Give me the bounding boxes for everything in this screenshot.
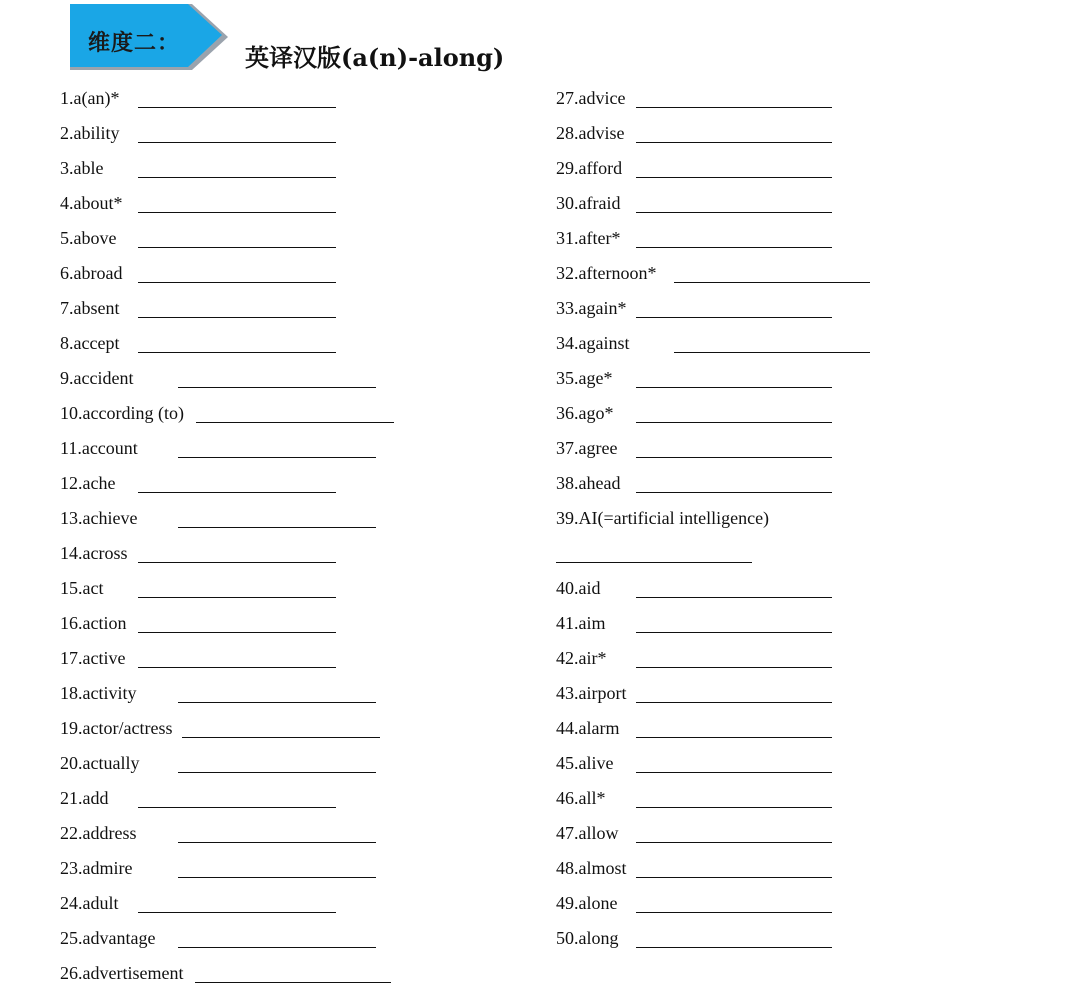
answer-blank[interactable] bbox=[636, 492, 832, 493]
answer-blank[interactable] bbox=[636, 807, 832, 808]
answer-blank[interactable] bbox=[636, 457, 832, 458]
answer-blank[interactable] bbox=[636, 877, 832, 878]
word-label: 11.account bbox=[60, 438, 138, 458]
answer-blank[interactable] bbox=[636, 947, 832, 948]
word-label: 21.add bbox=[60, 788, 109, 808]
word-label: 16.action bbox=[60, 613, 127, 633]
word-label: 34.against bbox=[556, 333, 630, 353]
answer-blank[interactable] bbox=[138, 177, 336, 178]
section-badge bbox=[70, 4, 230, 70]
answer-blank[interactable] bbox=[178, 702, 376, 703]
word-label: 43.airport bbox=[556, 683, 627, 703]
answer-blank[interactable] bbox=[178, 877, 376, 878]
answer-blank[interactable] bbox=[636, 212, 832, 213]
answer-blank[interactable] bbox=[674, 352, 870, 353]
answer-blank[interactable] bbox=[138, 107, 336, 108]
answer-blank[interactable] bbox=[636, 317, 832, 318]
answer-blank[interactable] bbox=[138, 247, 336, 248]
word-label: 4.about* bbox=[60, 193, 123, 213]
answer-blank[interactable] bbox=[138, 492, 336, 493]
answer-blank[interactable] bbox=[636, 912, 832, 913]
answer-blank[interactable] bbox=[636, 177, 832, 178]
word-label: 9.accident bbox=[60, 368, 134, 388]
word-label: 6.abroad bbox=[60, 263, 123, 283]
word-label: 42.air* bbox=[556, 648, 607, 668]
answer-blank[interactable] bbox=[636, 772, 832, 773]
answer-blank[interactable] bbox=[636, 667, 832, 668]
answer-blank[interactable] bbox=[138, 142, 336, 143]
word-label: 36.ago* bbox=[556, 403, 614, 423]
word-label: 48.almost bbox=[556, 858, 627, 878]
answer-blank[interactable] bbox=[138, 317, 336, 318]
word-label: 32.afternoon* bbox=[556, 263, 657, 283]
word-label: 13.achieve bbox=[60, 508, 138, 528]
word-label: 8.accept bbox=[60, 333, 120, 353]
word-label: 33.again* bbox=[556, 298, 627, 318]
answer-blank[interactable] bbox=[138, 912, 336, 913]
word-label: 25.advantage bbox=[60, 928, 156, 948]
answer-blank[interactable] bbox=[674, 282, 870, 283]
answer-blank[interactable] bbox=[195, 982, 391, 983]
word-label: 49.alone bbox=[556, 893, 618, 913]
answer-blank[interactable] bbox=[636, 142, 832, 143]
word-label: 5.above bbox=[60, 228, 117, 248]
section-header bbox=[70, 4, 670, 72]
answer-blank[interactable] bbox=[636, 597, 832, 598]
section-badge-label: 维度二： bbox=[88, 31, 181, 56]
answer-blank[interactable] bbox=[556, 562, 752, 563]
word-label: 29.afford bbox=[556, 158, 623, 178]
answer-blank[interactable] bbox=[636, 842, 832, 843]
word-label: 12.ache bbox=[60, 473, 116, 493]
word-label: 19.actor/actress bbox=[60, 718, 173, 738]
word-label: 22.address bbox=[60, 823, 137, 843]
answer-blank[interactable] bbox=[138, 562, 336, 563]
word-label: 47.allow bbox=[556, 823, 619, 843]
answer-blank[interactable] bbox=[636, 702, 832, 703]
answer-blank[interactable] bbox=[178, 947, 376, 948]
answer-blank[interactable] bbox=[636, 107, 832, 108]
answer-blank[interactable] bbox=[196, 422, 394, 423]
word-label: 45.alive bbox=[556, 753, 614, 773]
word-label: 28.advise bbox=[556, 123, 625, 143]
word-label: 35.age* bbox=[556, 368, 613, 388]
answer-blank[interactable] bbox=[182, 737, 380, 738]
word-label: 10.according (to) bbox=[60, 403, 184, 423]
word-label: 20.actually bbox=[60, 753, 140, 773]
answer-blank[interactable] bbox=[138, 597, 336, 598]
word-label: 3.able bbox=[60, 158, 104, 178]
word-label: 40.aid bbox=[556, 578, 601, 598]
word-label: 46.all* bbox=[556, 788, 606, 808]
word-label: 7.absent bbox=[60, 298, 120, 318]
word-label: 24.adult bbox=[60, 893, 119, 913]
answer-blank[interactable] bbox=[138, 212, 336, 213]
answer-blank[interactable] bbox=[138, 352, 336, 353]
answer-blank[interactable] bbox=[178, 387, 376, 388]
word-label: 18.activity bbox=[60, 683, 137, 703]
word-label: 2.ability bbox=[60, 123, 120, 143]
answer-blank[interactable] bbox=[636, 737, 832, 738]
answer-blank[interactable] bbox=[138, 632, 336, 633]
word-label: 44.alarm bbox=[556, 718, 620, 738]
word-label: 27.advice bbox=[556, 88, 626, 108]
answer-blank[interactable] bbox=[138, 807, 336, 808]
word-label: 30.afraid bbox=[556, 193, 621, 213]
word-label: 26.advertisement bbox=[60, 963, 184, 983]
word-label: 39.AI(=artificial intelligence) bbox=[556, 508, 770, 528]
answer-blank[interactable] bbox=[138, 282, 336, 283]
word-label: 15.act bbox=[60, 578, 104, 598]
word-label: 50.along bbox=[556, 928, 619, 948]
word-label: 38.ahead bbox=[556, 473, 621, 493]
answer-blank[interactable] bbox=[178, 772, 376, 773]
page-title: 英译汉版(a(n)-along) bbox=[245, 43, 505, 72]
word-label: 17.active bbox=[60, 648, 126, 668]
answer-blank[interactable] bbox=[636, 632, 832, 633]
answer-blank[interactable] bbox=[178, 457, 376, 458]
word-label: 23.admire bbox=[60, 858, 133, 878]
answer-blank[interactable] bbox=[636, 247, 832, 248]
word-label: 31.after* bbox=[556, 228, 621, 248]
answer-blank[interactable] bbox=[178, 842, 376, 843]
answer-blank[interactable] bbox=[636, 387, 832, 388]
answer-blank[interactable] bbox=[138, 667, 336, 668]
word-label: 1.a(an)* bbox=[60, 88, 120, 108]
answer-blank[interactable] bbox=[178, 527, 376, 528]
word-label: 41.aim bbox=[556, 613, 606, 633]
word-label: 14.across bbox=[60, 543, 128, 563]
answer-blank[interactable] bbox=[636, 422, 832, 423]
word-label: 37.agree bbox=[556, 438, 618, 458]
